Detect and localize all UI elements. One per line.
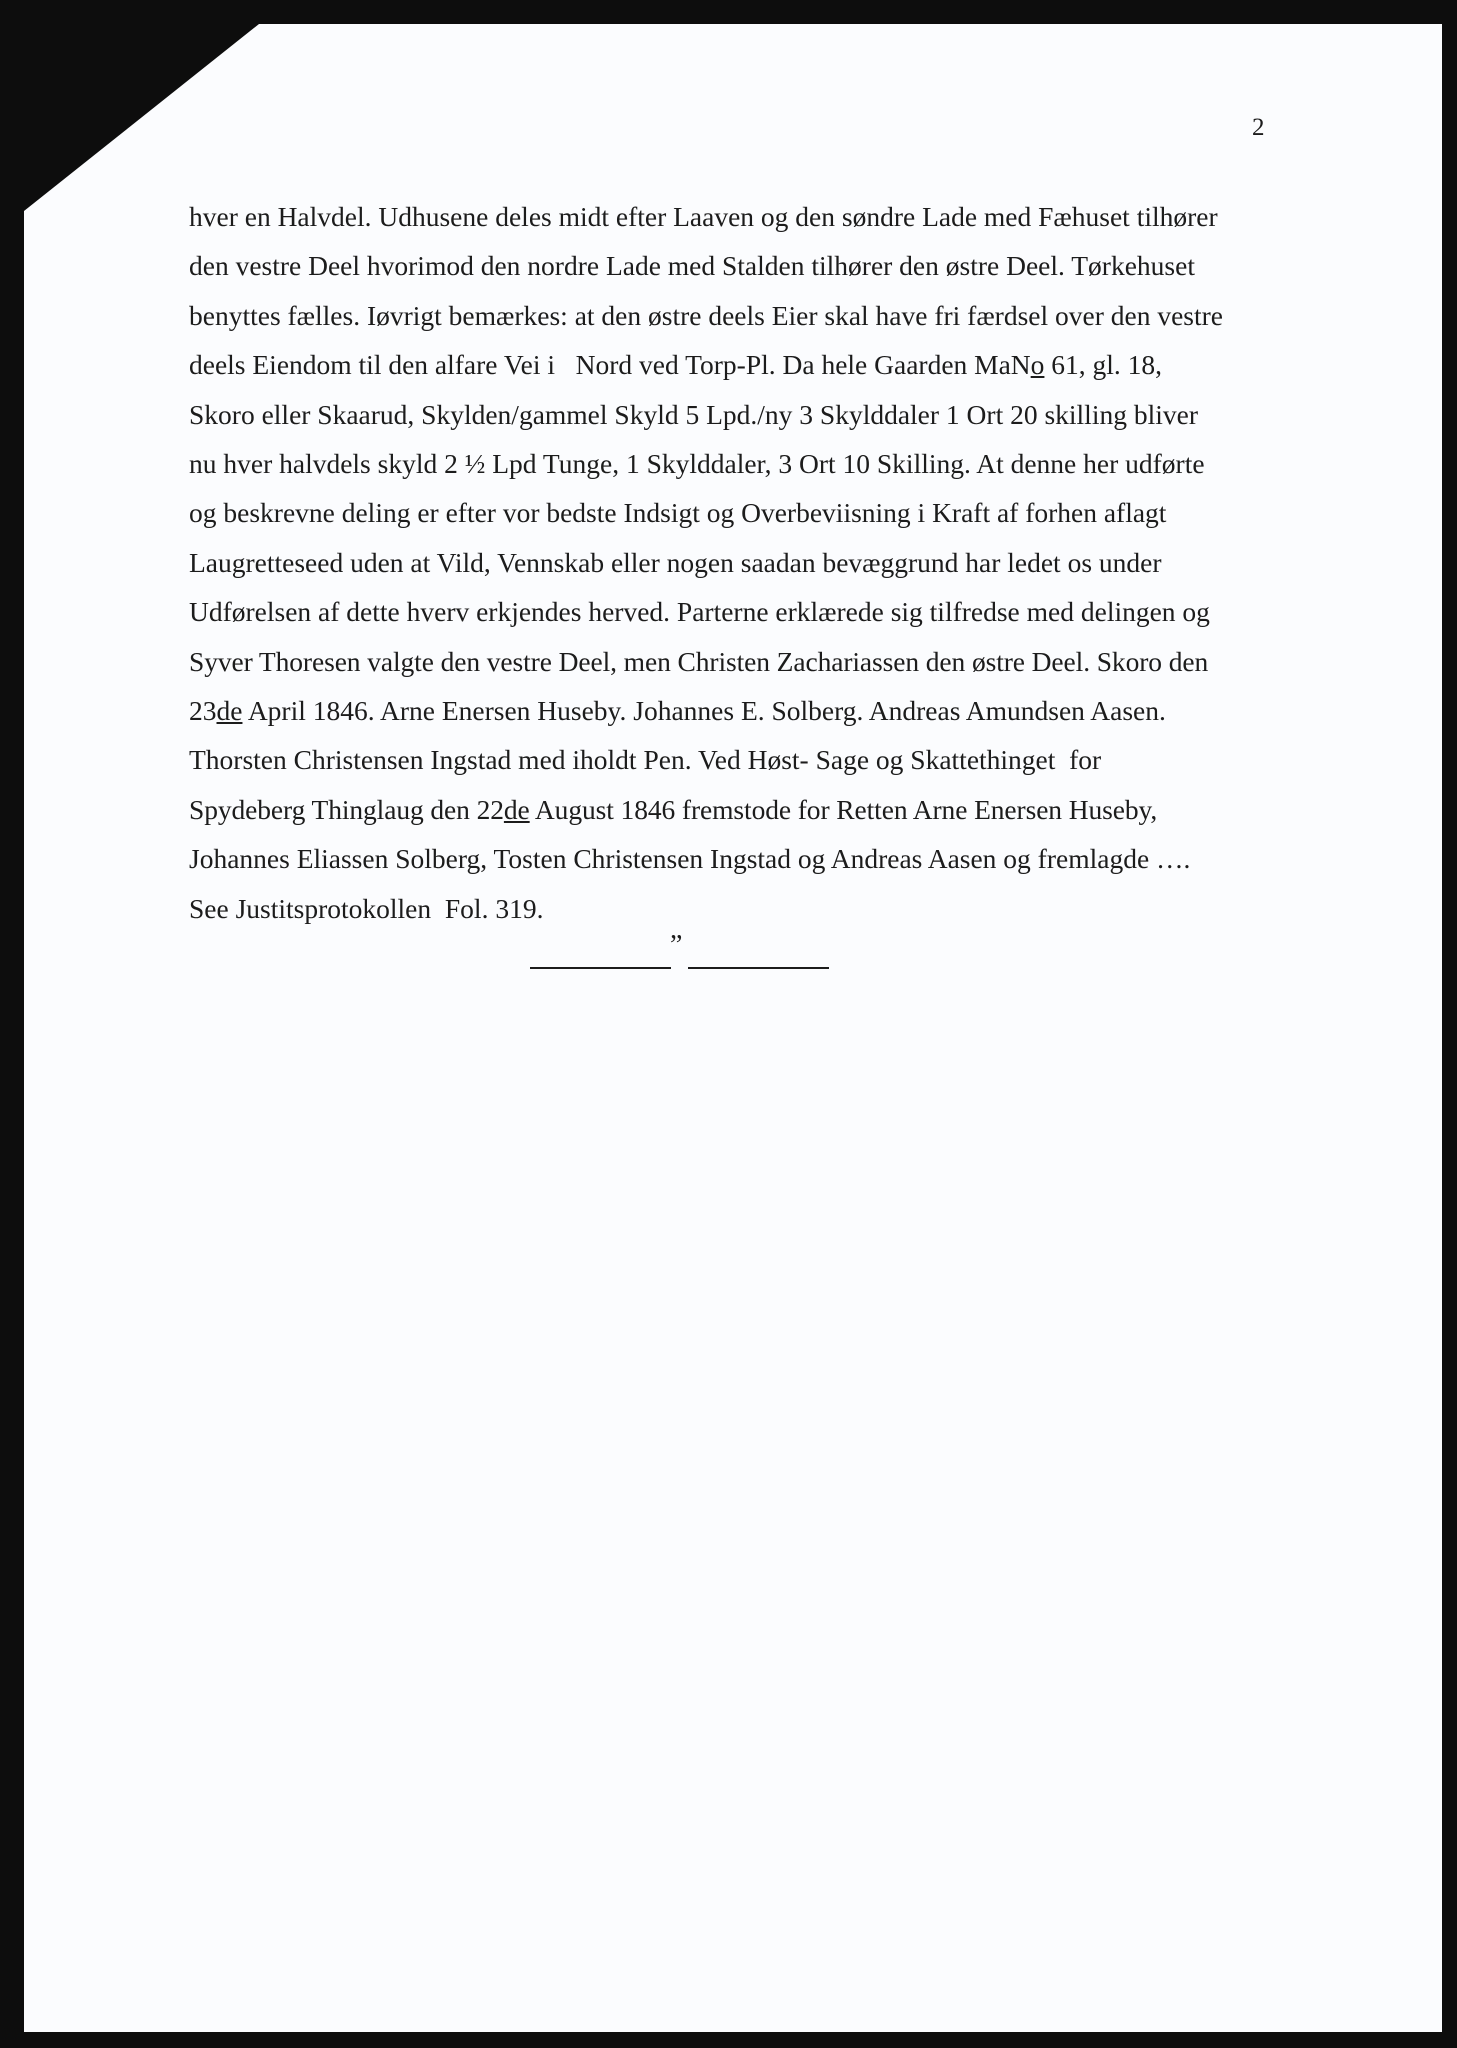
ditto-quote-mark: ” xyxy=(670,930,683,961)
text-line xyxy=(189,340,1329,389)
text-segment: April 1846. Arne Enersen Huseby. Johannes E. Solberg. Andreas Amundsen Aasen. xyxy=(242,695,1166,727)
text-line: Johannes Eliassen Solberg, Tosten Christensen Ingstad og Andreas Aasen og fremlagde …. xyxy=(189,843,1191,875)
divider-rule-right xyxy=(688,967,829,969)
end-of-entry-mark xyxy=(530,930,830,978)
text-line: Udførelsen af dette hverv erkjendes herved. Parterne erklærede sig tilfredse med delingen og xyxy=(189,596,1210,628)
page-number: 2 xyxy=(1252,114,1265,141)
superscript-abbreviation: de xyxy=(216,695,243,727)
text-line: Thorsten Christensen Ingstad med iholdt Pen. Ved Høst- Sage og Skattethinget for xyxy=(189,744,1102,776)
text-line: og beskrevne deling er efter vor bedste Indsigt og Overbeviisning i Kraft af forhen aflagt xyxy=(189,497,1167,529)
text-segment: deels Eiendom til den alfare Vei i Nord ved Torp-Pl. Da hele Gaarden MaN xyxy=(189,349,1031,381)
text-line: See Justitsprotokollen Fol. 319. xyxy=(189,892,544,924)
transcript-body xyxy=(189,192,1329,933)
text-line: Laugretteseed uden at Vild, Vennskab eller nogen saadan bevæggrund har ledet os under xyxy=(189,546,1162,578)
superscript-abbreviation: de xyxy=(503,793,530,825)
text-line: Syver Thoresen valgte den vestre Deel, men Christen Zachariassen den østre Deel. Skoro den xyxy=(189,645,1209,677)
text-line xyxy=(189,785,1329,834)
text-segment: Spydeberg Thinglaug den 22 xyxy=(189,793,504,825)
text-line: hver en Halvdel. Udhusene deles midt efter Laaven og den søndre Lade med Fæhuset tilhører xyxy=(189,201,1218,232)
superscript-abbreviation: o xyxy=(1030,349,1045,381)
text-segment: August 1846 fremstode for Retten Arne Enersen Huseby, xyxy=(529,793,1158,825)
text-line: benyttes fælles. Iøvrigt bemærkes: at den østre deels Eier skal have fri færdsel over den vestre xyxy=(189,299,1223,331)
text-line: Skoro eller Skaarud, Skylden/gammel Skyld 5 Lpd./ny 3 Skylddaler 1 Ort 20 skilling bliver xyxy=(189,398,1198,430)
text-segment: 61, gl. 18, xyxy=(1044,349,1163,381)
text-line xyxy=(189,686,1329,735)
text-segment: 23 xyxy=(189,695,217,727)
text-line: nu hver halvdels skyld 2 ½ Lpd Tunge, 1 Skylddaler, 3 Ort 10 Skilling. At denne her udførte xyxy=(189,448,1205,480)
divider-rule-left xyxy=(530,967,671,969)
text-line: den vestre Deel hvorimod den nordre Lade med Stalden tilhører den østre Deel. Tørkehuset xyxy=(189,250,1195,282)
